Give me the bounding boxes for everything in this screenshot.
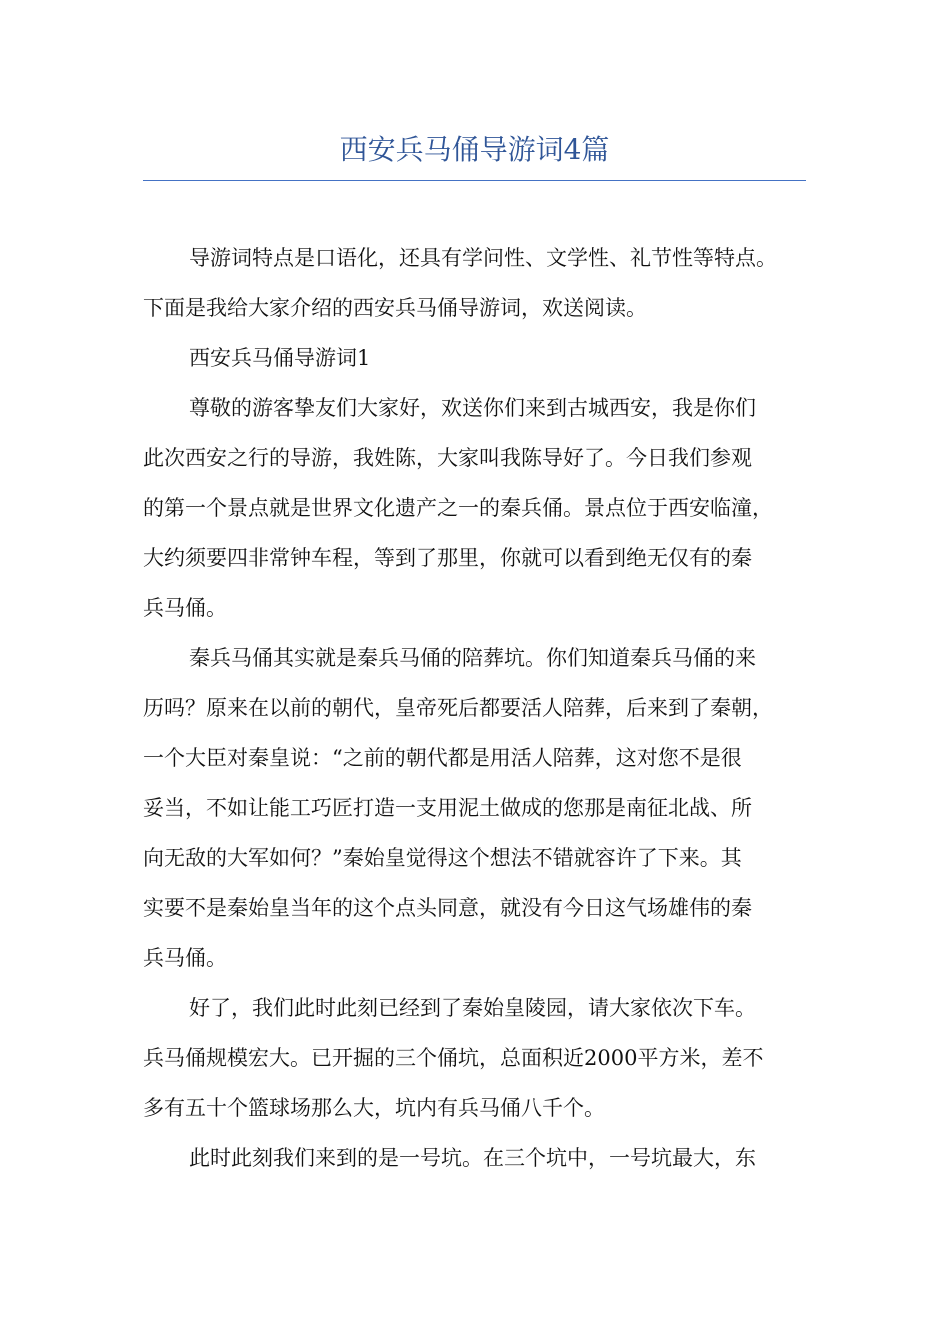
paragraph-line: 实要不是秦始皇当年的这个点头同意，就没有今日这气场雄伟的秦 bbox=[143, 896, 752, 920]
document-title: 西安兵马俑导游词4篇 bbox=[339, 133, 610, 166]
paragraph-line: 兵马俑。 bbox=[143, 596, 227, 620]
paragraph-line: 此次西安之行的导游，我姓陈，大家叫我陈导好了。今日我们参观 bbox=[143, 446, 752, 470]
paragraph-line: 导游词特点是口语化，还具有学问性、文学性、礼节性等特点。 bbox=[189, 246, 777, 270]
paragraph-line: 兵马俑规模宏大。已开掘的三个俑坑，总面积近2000平方米，差不 bbox=[143, 1046, 764, 1070]
title-underline bbox=[143, 180, 806, 181]
paragraph-line: 历吗？原来在以前的朝代，皇帝死后都要活人陪葬，后来到了秦朝， bbox=[143, 696, 773, 720]
paragraph-line: 下面是我给大家介绍的西安兵马俑导游词，欢送阅读。 bbox=[143, 296, 647, 320]
paragraph-line: 大约须要四非常钟车程，等到了那里，你就可以看到绝无仅有的秦 bbox=[143, 546, 752, 570]
paragraph-line: 一个大臣对秦皇说：“之前的朝代都是用活人陪葬，这对您不是很 bbox=[143, 746, 742, 770]
paragraph-line: 好了，我们此时此刻已经到了秦始皇陵园，请大家依次下车。 bbox=[189, 996, 756, 1020]
paragraph-line: 的第一个景点就是世界文化遗产之一的秦兵俑。景点位于西安临潼， bbox=[143, 496, 773, 520]
paragraph-line: 兵马俑。 bbox=[143, 946, 227, 970]
paragraph-line: 秦兵马俑其实就是秦兵马俑的陪葬坑。你们知道秦兵马俑的来 bbox=[189, 646, 756, 670]
paragraph-line: 此时此刻我们来到的是一号坑。在三个坑中，一号坑最大，东 bbox=[189, 1146, 756, 1170]
paragraph-line: 尊敬的游客挚友们大家好，欢送你们来到古城西安，我是你们 bbox=[189, 396, 756, 420]
paragraph-line: 多有五十个篮球场那么大，坑内有兵马俑八千个。 bbox=[143, 1096, 605, 1120]
section-heading: 西安兵马俑导游词1 bbox=[189, 346, 371, 370]
paragraph-line: 向无敌的大军如何？”秦始皇觉得这个想法不错就容许了下来。其 bbox=[143, 846, 742, 870]
paragraph-line: 妥当，不如让能工巧匠打造一支用泥土做成的您那是南征北战、所 bbox=[143, 796, 752, 820]
